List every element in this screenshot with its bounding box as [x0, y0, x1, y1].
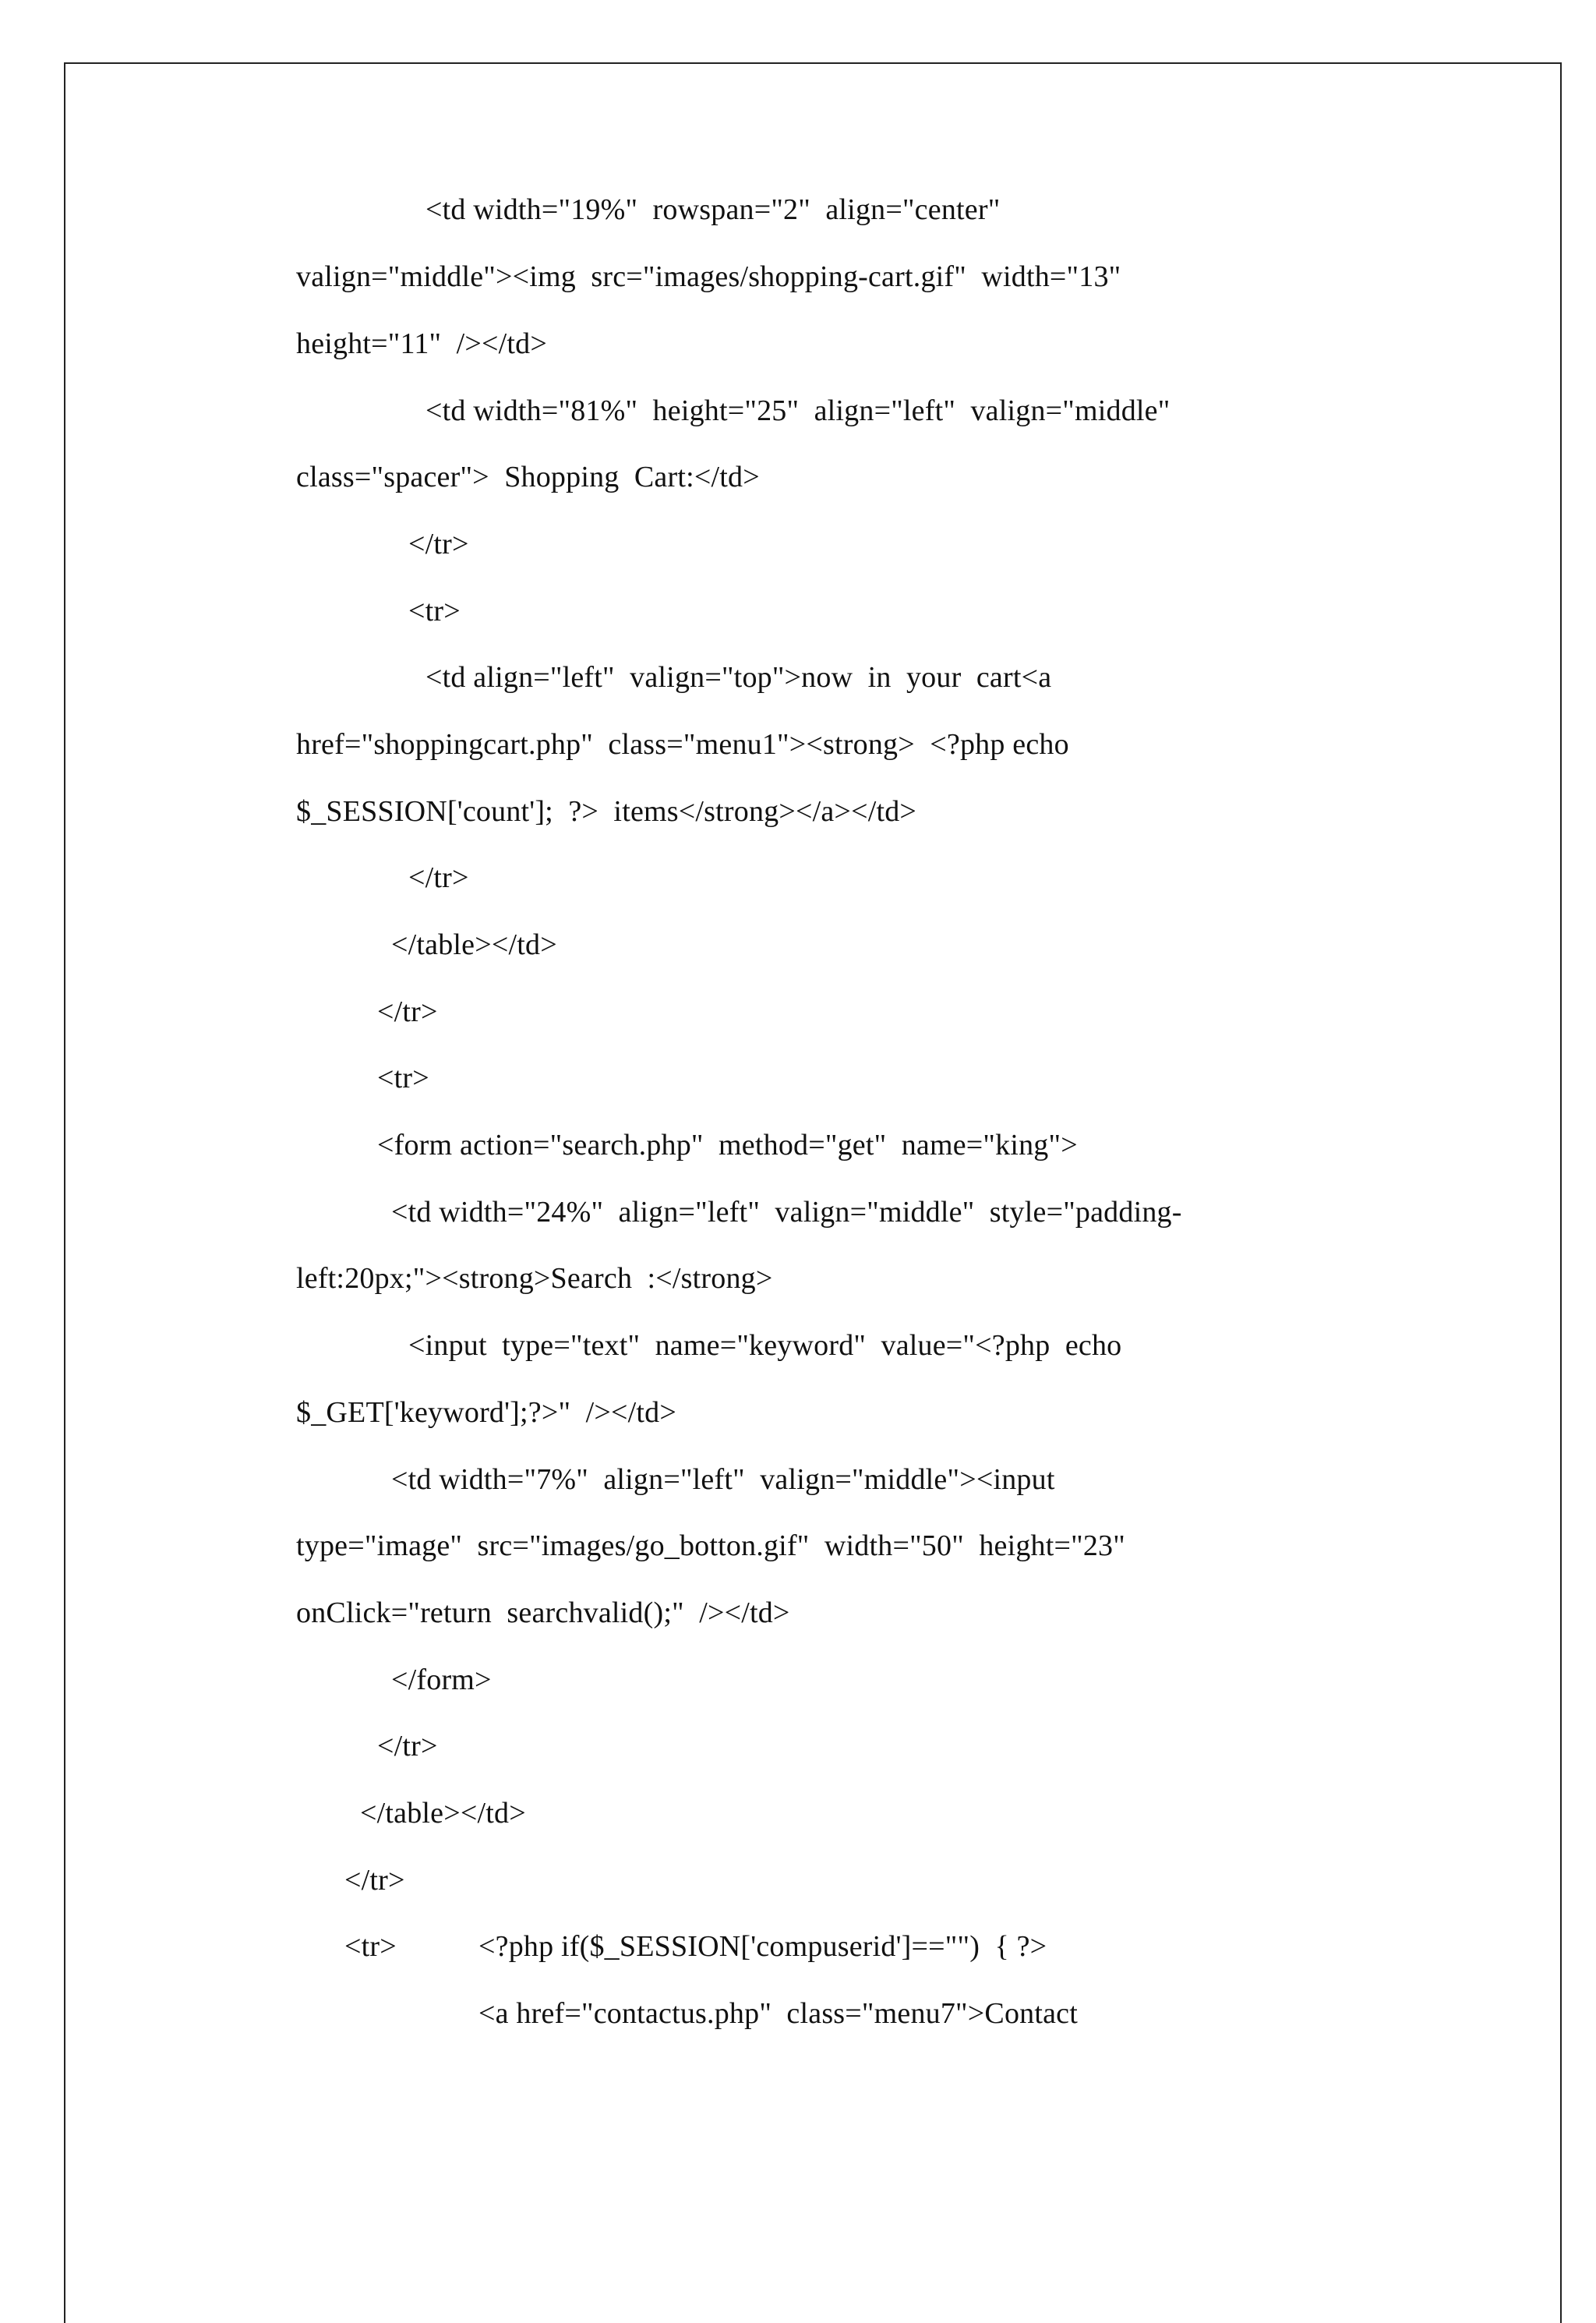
- code-line: </tr>: [377, 995, 438, 1028]
- code-line: left:20px;"><strong>Search :</strong>: [296, 1262, 773, 1295]
- code-line: </tr>: [377, 1730, 438, 1763]
- code-line: </tr>: [408, 861, 469, 894]
- code-line: </table></td>: [360, 1797, 526, 1830]
- code-line: </table></td>: [391, 928, 557, 961]
- code-line: </form>: [391, 1664, 492, 1696]
- code-line: <td align="left" valign="top">now in your cart<a: [425, 661, 1052, 694]
- code-line: <tr>: [344, 1930, 397, 1963]
- code-line: onClick="return searchvalid();" /></td>: [296, 1596, 790, 1629]
- code-line: href="shoppingcart.php" class="menu1"><strong> <?php echo: [296, 728, 1069, 761]
- code-line: </tr>: [408, 528, 469, 560]
- code-line: valign="middle"><img src="images/shopping-cart.gif" width="13": [296, 260, 1121, 293]
- code-line: $_GET['keyword'];?>" /></td>: [296, 1396, 676, 1429]
- code-line: <?php if($_SESSION['compuserid']=="") { ?>: [478, 1930, 1047, 1963]
- code-line: </tr>: [344, 1864, 405, 1897]
- code-line: <input type="text" name="keyword" value="<?php echo: [408, 1329, 1122, 1362]
- code-line: class="spacer"> Shopping Cart:</td>: [296, 461, 760, 493]
- code-line: <td width="19%" rowspan="2" align="center": [425, 193, 1001, 226]
- code-line: height="11" /></td>: [296, 327, 547, 360]
- code-line: <td width="81%" height="25" align="left" valign="middle": [425, 394, 1171, 427]
- code-line: <a href="contactus.php" class="menu7">Contact: [478, 1997, 1078, 2030]
- code-line: <td width="7%" align="left" valign="middle"><input: [391, 1463, 1055, 1496]
- code-line: type="image" src="images/go_botton.gif" width="50" height="23": [296, 1529, 1125, 1562]
- code-line: <td width="24%" align="left" valign="middle" style="padding-: [391, 1196, 1182, 1229]
- code-line: $_SESSION['count']; ?> items</strong></a></td>: [296, 795, 917, 828]
- code-line: <tr>: [377, 1062, 429, 1094]
- code-line: <tr>: [408, 595, 461, 628]
- code-line: <form action="search.php" method="get" name="king">: [377, 1129, 1078, 1162]
